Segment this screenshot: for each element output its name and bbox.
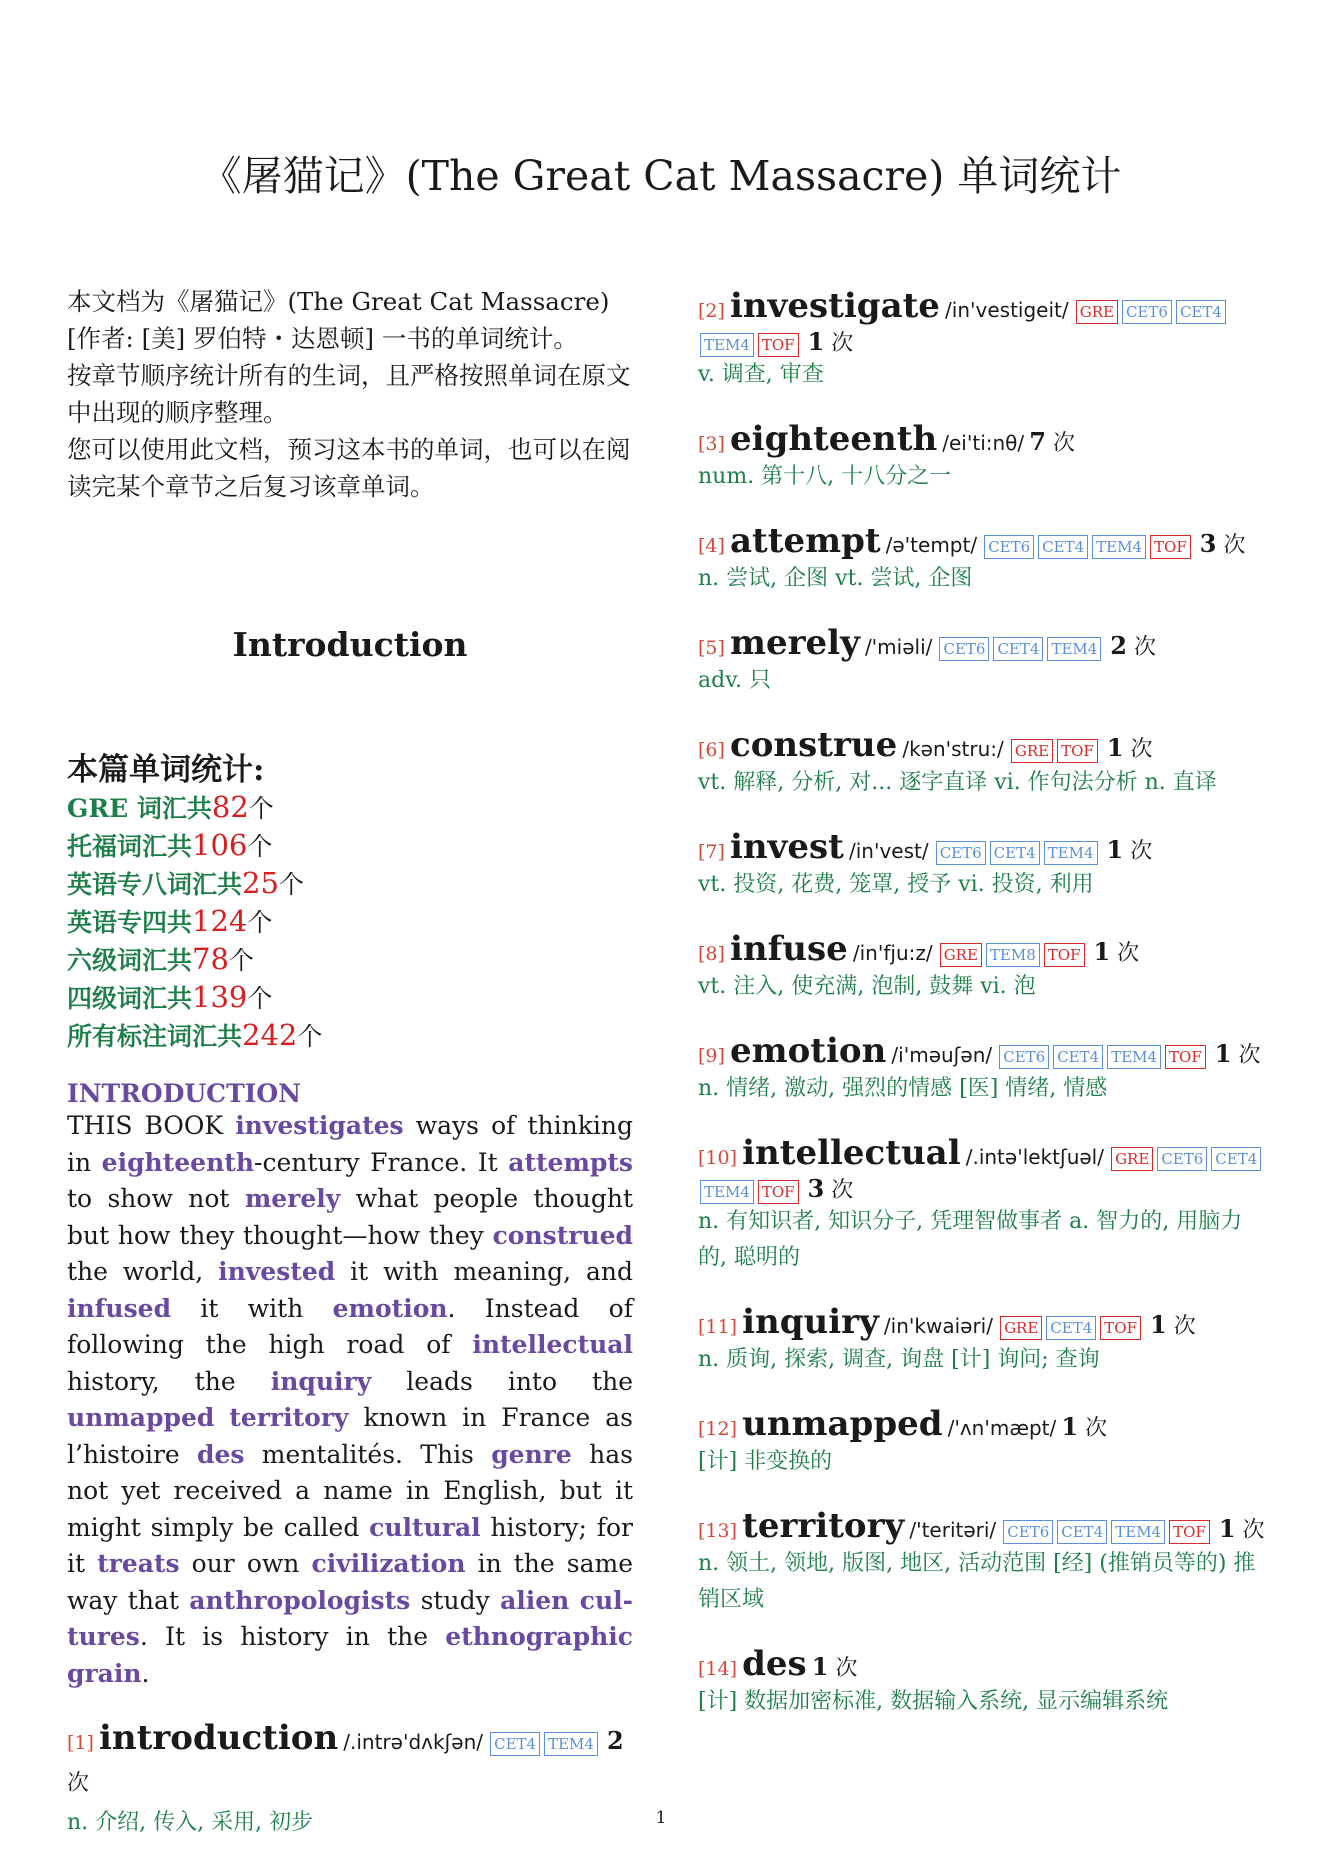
stats-count: 242 — [242, 1018, 298, 1052]
keyword: civilization — [311, 1549, 466, 1578]
entry-headline — [698, 1031, 1268, 1071]
stats-unit: 个 — [247, 908, 273, 937]
entry-definition: adv. 只 — [698, 668, 772, 693]
stats-row — [67, 1017, 633, 1055]
keyword: genre — [491, 1439, 572, 1469]
left-column — [67, 283, 633, 1867]
entry-phonetic: /kən'stru:/ — [902, 737, 1004, 761]
count-value: 1 — [1093, 937, 1111, 966]
entry-tag: GRE — [940, 943, 982, 967]
count-unit: 次 — [831, 331, 854, 356]
entry-tag: CET4 — [1057, 1520, 1107, 1544]
entry-headline — [698, 929, 1268, 969]
text-run: it with meaning, and — [335, 1257, 634, 1286]
count-unit: 次 — [1052, 431, 1075, 456]
stats-heading: 本篇单词统计: — [67, 752, 265, 788]
entry-phonetic: /in'vest/ — [848, 839, 929, 863]
entry-phonetic: /'ʌn'mæpt/ — [947, 1416, 1057, 1440]
entry-tag: TOF — [1169, 1520, 1210, 1544]
keyword: unmapped — [67, 1403, 215, 1432]
stats-list — [67, 789, 633, 1055]
count-value: 3 — [807, 1174, 825, 1203]
count-unit: 次 — [1130, 839, 1153, 864]
entry-phonetic: /ə'tempt/ — [885, 533, 978, 557]
text-run: . Instead of following the high road of — [67, 1293, 633, 1359]
entry-word: merely — [730, 623, 860, 663]
count-value: 3 — [1199, 529, 1217, 558]
entry-tag: TEM4 — [1111, 1520, 1165, 1544]
count-unit: 次 — [1223, 533, 1246, 558]
stats-row — [67, 979, 633, 1017]
vocab-entry — [698, 419, 1268, 495]
entry-count — [1143, 1310, 1196, 1339]
entry-headline — [698, 1644, 1268, 1684]
stats-label: 四级词汇共 — [67, 984, 193, 1013]
entry-index: [5] — [698, 637, 725, 659]
text-run: the world, — [67, 1257, 219, 1286]
keyword: ethnographic — [445, 1622, 633, 1651]
entry-tag: TOF — [1044, 943, 1085, 967]
stats-unit: 个 — [248, 794, 274, 823]
text-run — [569, 1586, 579, 1615]
keyword: cultural — [369, 1512, 481, 1542]
entry-tag: CET6 — [984, 535, 1034, 559]
entry-headline — [698, 419, 1268, 459]
page-title: 《屠猫记》(The Great Cat Massacre) 单词统计 — [200, 152, 1122, 200]
entry-tag: CET6 — [999, 1045, 1049, 1069]
text-run: history; for it — [67, 1512, 634, 1578]
entry-tag: TOF — [758, 333, 799, 357]
entry-tag: CET4 — [1176, 300, 1226, 324]
entry-index: [11] — [698, 1316, 738, 1338]
vocab-entry — [698, 1644, 1268, 1720]
count-value: 2 — [1110, 631, 1127, 660]
vocab-entry — [698, 521, 1268, 597]
entry-tag: GRE — [1076, 300, 1118, 324]
entry-index: [9] — [698, 1045, 725, 1067]
count-unit: 次 — [1085, 1416, 1108, 1441]
keyword: cul-tures — [67, 1585, 633, 1651]
entry-tag: TEM4 — [544, 1732, 598, 1756]
entry-definition: n. 有知识者, 知识分子, 凭理智做事者 a. 智力的, 用脑力的, 聪明的 — [698, 1209, 1243, 1270]
keyword: grain — [67, 1658, 142, 1688]
count-value: 1 — [1061, 1412, 1079, 1441]
entry-word: construe — [730, 725, 898, 765]
entry-phonetic: /.intrə'dʌkʃən/ — [343, 1730, 484, 1754]
count-value: 2 — [606, 1726, 624, 1755]
entry-index: [7] — [698, 841, 725, 863]
keyword: emotion — [332, 1293, 448, 1323]
stats-unit: 个 — [278, 870, 304, 899]
entry-tag: CET4 — [993, 637, 1043, 661]
count-value: 1 — [807, 327, 825, 356]
section-heading: Introduction — [232, 625, 468, 664]
entry-word: territory — [742, 1506, 905, 1546]
stats-count: 139 — [192, 980, 248, 1014]
entry-definition: n. 情绪, 激动, 强烈的情感 [医] 情绪, 情感 — [698, 1076, 1108, 1101]
stats-unit: 个 — [247, 984, 273, 1013]
entry-definition: vt. 解释, 分析, 对... 逐字直译 vi. 作句法分析 n. 直译 — [698, 770, 1217, 795]
entry-word: introduction — [99, 1718, 339, 1758]
stats-row — [67, 865, 633, 903]
entry-tag: TOF — [1165, 1045, 1206, 1069]
count-value: 1 — [1106, 733, 1124, 762]
entry-index: [14] — [698, 1658, 738, 1680]
vocab-entry — [698, 1506, 1268, 1618]
keyword: infused — [67, 1293, 172, 1323]
stats-label: 所有标注词汇共 — [67, 1022, 243, 1051]
vocab-entry — [698, 623, 1268, 699]
entry-tag: CET6 — [1157, 1147, 1207, 1171]
entry-index: [6] — [698, 739, 725, 761]
keyword: des — [197, 1439, 245, 1469]
count-unit: 次 — [1238, 1043, 1261, 1068]
entry-index: [3] — [698, 433, 725, 455]
entry-tag: CET4 — [1046, 1316, 1096, 1340]
entry-word: des — [742, 1644, 807, 1684]
keyword: alien — [500, 1585, 570, 1615]
keyword: territory — [229, 1403, 349, 1432]
entry-headline — [698, 521, 1268, 561]
keyword: treats — [97, 1549, 180, 1578]
text-run: our own — [179, 1549, 312, 1578]
keyword: merely — [244, 1184, 341, 1213]
count-unit: 次 — [831, 1178, 854, 1203]
entry-headline — [698, 1506, 1268, 1546]
right-entries — [698, 286, 1268, 1746]
entry-tag: CET4 — [1211, 1147, 1261, 1171]
entry-definition: vt. 注入, 使充满, 泡制, 鼓舞 vi. 泡 — [698, 974, 1036, 999]
keyword: intellectual — [472, 1330, 633, 1359]
entry-tag: CET6 — [1003, 1520, 1053, 1544]
text-run: -century France. It — [254, 1147, 509, 1177]
entry-tag: CET6 — [936, 841, 986, 865]
entry-tag: TOF — [758, 1180, 799, 1204]
entry-tag: TEM8 — [986, 943, 1040, 967]
keyword: construed — [492, 1220, 633, 1250]
entry-phonetic: /.intə'lektʃuəl/ — [965, 1145, 1104, 1169]
entry-count — [811, 1652, 858, 1681]
text-run — [214, 1403, 229, 1432]
text-run: what people thought but how they thought—how they — [67, 1184, 633, 1250]
stats-row — [67, 903, 633, 941]
vocab-entry — [698, 827, 1268, 903]
intro-text — [67, 283, 633, 505]
entry-headline — [698, 1404, 1268, 1444]
entry-definition: n. 质询, 探索, 调查, 询盘 [计] 询问; 查询 — [698, 1347, 1100, 1372]
keyword: anthropologists — [189, 1585, 411, 1615]
entry-tag: CET4 — [1038, 535, 1088, 559]
text-run: leads into the — [371, 1366, 633, 1396]
vocab-entry — [698, 1404, 1268, 1480]
entry-index: [8] — [698, 943, 725, 965]
entry-tag: CET4 — [1053, 1045, 1103, 1069]
text-run: mentalités. This — [244, 1439, 492, 1469]
count-unit: 次 — [1173, 1314, 1196, 1339]
entry-word: unmapped — [742, 1404, 943, 1444]
entry-headline — [698, 725, 1268, 765]
stats-row — [67, 789, 633, 827]
entry-count — [1100, 733, 1153, 762]
keyword: investigates — [235, 1111, 404, 1140]
keyword: inquiry — [270, 1366, 372, 1396]
entry-tag: GRE — [1011, 739, 1053, 763]
stats-unit: 个 — [228, 946, 254, 975]
entry-phonetic: /'miəli/ — [864, 635, 933, 659]
vocab-entry — [698, 1031, 1268, 1107]
text-run: known in France as l’histoire — [67, 1403, 633, 1469]
entry-word: eighteenth — [730, 419, 938, 459]
entry-tag: TOF — [1100, 1316, 1141, 1340]
entry-index: [12] — [698, 1418, 738, 1440]
entry-word: investigate — [730, 286, 940, 326]
text-run: study — [410, 1585, 501, 1615]
entry-count — [1061, 1412, 1108, 1441]
entry-tag: CET6 — [939, 637, 989, 661]
entry-headline — [67, 1718, 633, 1805]
entry-definition: num. 第十八, 十八分之一 — [698, 464, 952, 489]
entry-index: [1] — [67, 1732, 94, 1754]
entry-index: [2] — [698, 300, 725, 322]
entry-count — [801, 1174, 854, 1203]
entry-phonetic: /in'kwaiəri/ — [883, 1314, 993, 1338]
stats-row — [67, 941, 633, 979]
entry-count — [1087, 937, 1140, 966]
entry-headline — [698, 1133, 1268, 1204]
stats-label: GRE 词汇共 — [67, 794, 212, 823]
entry-headline — [698, 286, 1268, 357]
vocab-entry — [698, 1302, 1268, 1378]
entry-tag: TOF — [1057, 739, 1098, 763]
stats-count: 106 — [192, 828, 248, 862]
count-unit: 次 — [1130, 737, 1153, 762]
entry-count — [1193, 529, 1246, 558]
count-value: 1 — [811, 1652, 829, 1681]
entry-word: emotion — [730, 1031, 887, 1071]
entry-word: attempt — [730, 521, 881, 561]
count-value: 7 — [1029, 427, 1046, 456]
keyword: attempts — [508, 1147, 634, 1177]
entry-count — [1100, 835, 1153, 864]
entry-tag: GRE — [1000, 1316, 1042, 1340]
chapter-heading: INTRODUCTION — [67, 1079, 302, 1108]
text-run: has not yet received a name in English, but it might simply be called — [67, 1439, 633, 1542]
vocab-entry — [698, 929, 1268, 1005]
entry-definition: v. 调查, 审查 — [698, 362, 824, 387]
entry-phonetic: /in'vestigeit/ — [945, 298, 1069, 322]
stats-unit: 个 — [297, 1022, 323, 1051]
entry-tag: TEM4 — [1092, 535, 1146, 559]
entry-phonetic: /i'məuʃən/ — [891, 1043, 993, 1067]
text-run: it with — [171, 1293, 333, 1323]
entry-word: invest — [730, 827, 844, 867]
entry-word: intellectual — [742, 1133, 961, 1173]
entry-count — [1103, 631, 1157, 660]
entry-index: [13] — [698, 1520, 738, 1542]
entry-tag: TOF — [1150, 535, 1191, 559]
intro-line: 按章节顺序统计所有的生词，且严格按照单词在原文中出现的顺序整理。 — [67, 361, 631, 427]
count-unit: 次 — [1134, 635, 1157, 660]
entry-definition: n. 领土, 领地, 版图, 地区, 活动范围 [经] (推销员等的) 推销区域 — [698, 1551, 1256, 1612]
count-unit: 次 — [67, 1771, 90, 1796]
keyword: invested — [218, 1257, 336, 1286]
entry-definition: vt. 投资, 花费, 笼罩, 授予 vi. 投资, 利用 — [698, 872, 1094, 897]
page-number: 1 — [655, 1808, 667, 1828]
stats-row — [67, 827, 633, 865]
entry-tag: CET4 — [990, 841, 1040, 865]
entry-tag: CET4 — [490, 1732, 540, 1756]
entry-index: [10] — [698, 1147, 738, 1169]
entry-word: inquiry — [742, 1302, 879, 1342]
count-value: 1 — [1214, 1039, 1232, 1068]
count-value: 1 — [1106, 835, 1124, 864]
text-run: ways of thinking in — [67, 1111, 633, 1177]
count-value: 1 — [1218, 1514, 1236, 1543]
chapter-text — [67, 1108, 633, 1692]
text-run: THIS BOOK — [67, 1111, 236, 1140]
entry-index: [4] — [698, 535, 725, 557]
entry-tag: TEM4 — [1047, 637, 1101, 661]
count-value: 1 — [1150, 1310, 1167, 1339]
stats-label: 托福词汇共 — [67, 832, 193, 861]
entry-phonetic: /ei'ti:nθ/ — [942, 431, 1025, 455]
stats-count: 82 — [211, 790, 249, 824]
count-unit: 次 — [1242, 1518, 1265, 1543]
intro-line: 本文档为《屠猫记》(The Great Cat Massacre)[作者: [美] 罗伯特・达恩顿] 一书的单词统计。 — [67, 287, 610, 353]
entry-count — [1029, 427, 1075, 456]
entry-definition: n. 介绍, 传入, 采用, 初步 — [67, 1810, 314, 1835]
entry-tag: CET6 — [1122, 300, 1172, 324]
entry-definition: [计] 非变换的 — [698, 1449, 833, 1474]
entry-tag: TEM4 — [1107, 1045, 1161, 1069]
entry-definition: n. 尝试, 企图 vt. 尝试, 企图 — [698, 566, 973, 591]
text-run: history, the — [67, 1366, 271, 1396]
entry-definition: [计] 数据加密标准, 数据输入系统, 显示编辑系统 — [698, 1689, 1169, 1714]
vocab-entry — [698, 725, 1268, 801]
entry-tag: TEM4 — [700, 333, 754, 357]
entry-tag: TEM4 — [1044, 841, 1098, 865]
count-unit: 次 — [1117, 941, 1140, 966]
stats-label: 六级词汇共 — [67, 946, 193, 975]
vocab-entry — [698, 286, 1268, 393]
entry-headline — [698, 623, 1268, 663]
vocab-entry — [698, 1133, 1268, 1276]
entry-word: infuse — [730, 929, 848, 969]
text-run: in the same way that — [67, 1549, 633, 1615]
entry-headline — [698, 827, 1268, 867]
entry-tag: TEM4 — [700, 1180, 754, 1204]
stats-unit: 个 — [247, 832, 273, 861]
stats-count: 78 — [192, 942, 229, 976]
count-unit: 次 — [835, 1656, 858, 1681]
keyword: eighteenth — [101, 1147, 254, 1177]
stats-count: 25 — [242, 866, 279, 900]
entry-tag: GRE — [1111, 1147, 1153, 1171]
text-run: . It is history in the — [139, 1622, 446, 1651]
entry-count — [801, 327, 854, 356]
entry-count — [1208, 1039, 1261, 1068]
stats-label: 英语专八词汇共 — [67, 870, 243, 899]
entry-headline — [698, 1302, 1268, 1342]
intro-line: 您可以使用此文档，预习这本书的单词，也可以在阅读完某个章节之后复习该章单词。 — [67, 435, 631, 501]
entry-count — [1212, 1514, 1265, 1543]
text-run: . — [141, 1658, 150, 1688]
entry-phonetic: /in'fju:z/ — [852, 941, 933, 965]
entry-phonetic: /'teritəri/ — [909, 1518, 997, 1542]
stats-label: 英语专四共 — [67, 908, 193, 937]
text-run: to show not — [67, 1184, 245, 1213]
stats-count: 124 — [192, 904, 248, 938]
